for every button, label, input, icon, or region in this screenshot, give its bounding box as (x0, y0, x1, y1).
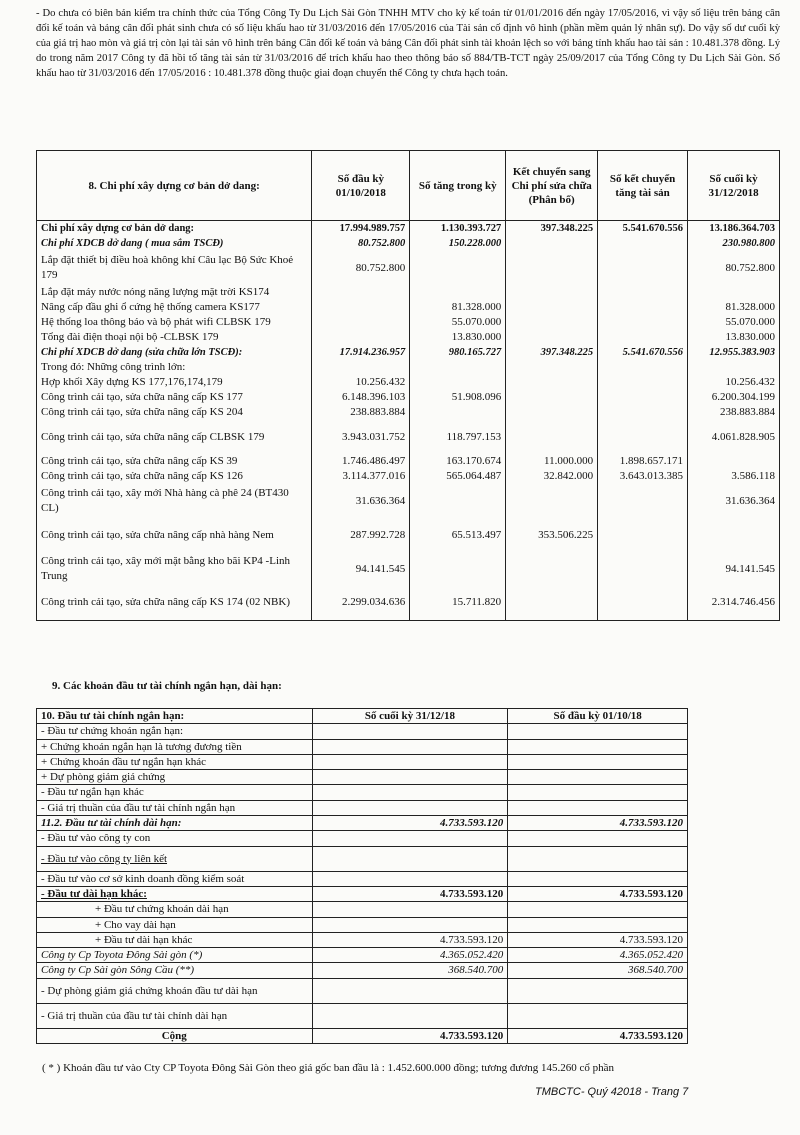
row-label: Công ty Cp Sài gòn Sông Cầu (**) (37, 963, 313, 978)
table-row (37, 375, 780, 390)
table-row (37, 846, 688, 871)
amount-cell: 81.328.000 (410, 300, 506, 315)
amount-cell (312, 978, 508, 1003)
row-label: Tổng đài điện thoại nội bộ -CLBSK 179 (37, 330, 312, 345)
amount-cell (598, 518, 688, 552)
amount-cell (598, 315, 688, 330)
table-row (37, 917, 688, 932)
table-row (37, 800, 688, 815)
table-row (37, 345, 780, 360)
amount-cell: 397.348.225 (506, 345, 598, 360)
amount-cell (312, 785, 508, 800)
amount-cell: 80.752.800 (312, 251, 410, 285)
table-row (37, 390, 780, 405)
amount-cell: 55.070.000 (410, 315, 506, 330)
amount-cell (688, 518, 780, 552)
amount-cell (598, 236, 688, 251)
row-label (37, 886, 313, 901)
row-label: - Đầu tư chứng khoán ngắn hạn: (37, 724, 313, 739)
row-label: Lắp đặt máy nước nóng năng lượng mặt trời KS174 (37, 285, 312, 300)
amount-cell (508, 846, 688, 871)
amount-cell: 565.064.487 (410, 469, 506, 484)
amount-cell (506, 375, 598, 390)
table-row (37, 236, 780, 251)
amount-cell: 80.752.800 (312, 236, 410, 251)
amount-cell: 1.898.657.171 (598, 454, 688, 469)
row-label: Công trình cải tạo, sửa chữa nâng cấp KS 174 (02 NBK) (37, 586, 312, 620)
row-label: Công trình cải tạo, sửa chữa nâng cấp KS 39 (37, 454, 312, 469)
row-label: - Dự phòng giảm giá chứng khoán đầu tư dài hạn (37, 978, 313, 1003)
row-label: Chi phí XDCB dở dang ( mua sắm TSCĐ) (37, 236, 312, 251)
amount-cell (312, 300, 410, 315)
amount-cell (688, 285, 780, 300)
amount-cell: 94.141.545 (312, 552, 410, 586)
amount-cell: 3.643.013.385 (598, 469, 688, 484)
row-label: Trong đó: Những công trình lớn: (37, 360, 312, 375)
amount-cell (508, 800, 688, 815)
table-row (37, 770, 688, 785)
amount-cell (312, 831, 508, 846)
t9-header: Số đầu kỳ 01/10/18 (508, 709, 688, 724)
amount-cell (508, 754, 688, 769)
row-label: 11.2. Đầu tư tài chính dài hạn: (37, 816, 313, 831)
amount-cell (598, 484, 688, 518)
amount-cell (312, 846, 508, 871)
row-label: Chi phí XDCB dở dang (sửa chữa lớn TSCĐ): (37, 345, 312, 360)
section9-title: 9. Các khoản đầu tư tài chính ngắn hạn, dài hạn: (52, 680, 282, 692)
row-label: Cộng (37, 1028, 313, 1043)
t8-header: Số kết chuyển tăng tài sản (598, 151, 688, 221)
amount-cell: 4.365.052.420 (508, 948, 688, 963)
amount-cell (410, 552, 506, 586)
amount-cell (598, 375, 688, 390)
amount-cell (506, 405, 598, 420)
amount-cell (688, 454, 780, 469)
table-row (37, 469, 780, 484)
row-label: + Chứng khoán ngắn hạn là tương đương tiền (37, 739, 313, 754)
table-row (37, 932, 688, 947)
amount-cell (312, 917, 508, 932)
row-label: Công trình cải tạo, xây mới mặt bằng kho bãi KP4 -Linh Trung (37, 552, 312, 586)
amount-cell: 17.994.989.757 (312, 221, 410, 237)
row-label: Lắp đặt thiết bị điều hoà không khí Câu lạc Bộ Sức Khoẻ 179 (37, 251, 312, 285)
table-row (37, 1028, 688, 1043)
amount-cell (312, 330, 410, 345)
amount-cell (508, 978, 688, 1003)
t9-header: 10. Đầu tư tài chính ngắn hạn: (37, 709, 313, 724)
amount-cell: 6.200.304.199 (688, 390, 780, 405)
table-row (37, 330, 780, 345)
amount-cell: 2.314.746.456 (688, 586, 780, 620)
amount-cell: 150.228.000 (410, 236, 506, 251)
table-row (37, 1003, 688, 1028)
amount-cell (312, 739, 508, 754)
table-row (37, 902, 688, 917)
amount-cell: 353.506.225 (506, 518, 598, 552)
row-label: Hệ thống loa thông báo và bộ phát wifi CLBSK 179 (37, 315, 312, 330)
table-row (37, 586, 780, 620)
amount-cell: 32.842.000 (506, 469, 598, 484)
amount-cell (506, 586, 598, 620)
amount-cell: 397.348.225 (506, 221, 598, 237)
table-row (37, 518, 780, 552)
amount-cell: 118.797.153 (410, 420, 506, 454)
amount-cell (410, 285, 506, 300)
amount-cell (312, 1003, 508, 1028)
row-label: Công ty Cp Toyota Đông Sài gòn (*) (37, 948, 313, 963)
amount-cell: 51.908.096 (410, 390, 506, 405)
amount-cell: 3.114.377.016 (312, 469, 410, 484)
intro-paragraph: - Do chưa có biên bản kiểm tra chính thức của Tổng Công Ty Du Lịch Sài Gòn TNHH MTV cho kỳ kế toán từ 01/01/2016 đến ngày 17/05/2016, vì vậy số liệu trên bảng cân đối kế toán và bảng cân đối phát sinh chưa có số liệu khấu hao từ 31/03/2016 đến 17/05/2016 của Tài sản cố định vô hình (phần mềm quản lý nhân sự). Do vậy số dư cuối kỳ của giá trị hao mòn và giá trị còn lại tài sản vô hình trên bảng Cân đối kế toán và bảng Cân đối phát sinh tài khoản lệch so với bảng tính khấu hao tài sản : 10.481.378 đồng. Lý do trong năm 2017 Công ty đã hồi tố tăng tài sản từ 31/03/2016 để trích khấu hao theo thông báo số 884/TB-TCT ngày 25/09/2017 của Tổng Công ty Du Lịch Sài Gòn. Số khấu hao từ 31/03/2016 đến 17/05/2016 : 10.481.378 đồng thuộc giai đoạn chuyển thể Công ty chưa hạch toán. (36, 8, 780, 79)
t8-header: Số tăng trong kỳ (410, 151, 506, 221)
amount-cell (410, 484, 506, 518)
amount-cell (508, 770, 688, 785)
amount-cell (598, 552, 688, 586)
amount-cell (598, 405, 688, 420)
table-row (37, 315, 780, 330)
amount-cell (508, 902, 688, 917)
row-label-text: - Đầu tư dài hạn khác: (41, 887, 147, 900)
amount-cell: 238.883.884 (312, 405, 410, 420)
table-row (37, 963, 688, 978)
amount-cell: 230.980.800 (688, 236, 780, 251)
row-label: + Đầu tư chứng khoán dài hạn (37, 902, 313, 917)
amount-cell (506, 330, 598, 345)
amount-cell (506, 484, 598, 518)
row-label: Công trình cải tạo, sửa chữa nâng cấp KS 126 (37, 469, 312, 484)
amount-cell: 10.256.432 (312, 375, 410, 390)
t9-header: Số cuối kỳ 31/12/18 (312, 709, 508, 724)
table-row (37, 831, 688, 846)
amount-cell (598, 300, 688, 315)
amount-cell (312, 770, 508, 785)
amount-cell: 31.636.364 (688, 484, 780, 518)
amount-cell (508, 724, 688, 739)
amount-cell: 81.328.000 (688, 300, 780, 315)
amount-cell: 980.165.727 (410, 345, 506, 360)
table-row (37, 978, 688, 1003)
amount-cell: 4.733.593.120 (508, 886, 688, 901)
amount-cell (312, 315, 410, 330)
amount-cell: 4.365.052.420 (312, 948, 508, 963)
amount-cell (598, 420, 688, 454)
amount-cell (312, 800, 508, 815)
amount-cell: 4.733.593.120 (508, 816, 688, 831)
amount-cell: 4.733.593.120 (312, 816, 508, 831)
row-label: Công trình cải tạo, sửa chữa nâng cấp KS 204 (37, 405, 312, 420)
amount-cell (312, 754, 508, 769)
row-label: Công trình cải tạo, xây mới Nhà hàng cà phê 24 (BT430 CL) (37, 484, 312, 518)
row-label: Công trình cải tạo, sửa chữa nâng cấp nhà hàng Nem (37, 518, 312, 552)
amount-cell: 13.830.000 (410, 330, 506, 345)
amount-cell (506, 390, 598, 405)
amount-cell: 2.299.034.636 (312, 586, 410, 620)
amount-cell (506, 315, 598, 330)
amount-cell (688, 360, 780, 375)
table-row (37, 552, 780, 586)
amount-cell (506, 420, 598, 454)
amount-cell: 5.541.670.556 (598, 345, 688, 360)
amount-cell (312, 871, 508, 886)
amount-cell: 3.586.118 (688, 469, 780, 484)
table-row (37, 871, 688, 886)
amount-cell (598, 330, 688, 345)
amount-cell (598, 586, 688, 620)
amount-cell: 15.711.820 (410, 586, 506, 620)
table-row (37, 285, 780, 300)
row-label: Hợp khối Xây dựng KS 177,176,174,179 (37, 375, 312, 390)
amount-cell (506, 251, 598, 285)
amount-cell: 4.733.593.120 (508, 1028, 688, 1043)
amount-cell: 1.130.393.727 (410, 221, 506, 237)
table-row (37, 816, 688, 831)
row-label: + Chứng khoán đầu tư ngắn hạn khác (37, 754, 313, 769)
amount-cell (506, 360, 598, 375)
row-label: - Đầu tư vào cơ sở kinh doanh đồng kiểm soát (37, 871, 313, 886)
amount-cell: 5.541.670.556 (598, 221, 688, 237)
amount-cell: 17.914.236.957 (312, 345, 410, 360)
amount-cell (508, 785, 688, 800)
t8-header: Số đầu kỳ 01/10/2018 (312, 151, 410, 221)
amount-cell (598, 285, 688, 300)
amount-cell: 31.636.364 (312, 484, 410, 518)
amount-cell: 4.733.593.120 (312, 932, 508, 947)
amount-cell: 11.000.000 (506, 454, 598, 469)
amount-cell: 80.752.800 (688, 251, 780, 285)
amount-cell (410, 251, 506, 285)
table-row (37, 360, 780, 375)
table-row (37, 886, 688, 901)
amount-cell (598, 360, 688, 375)
amount-cell (506, 552, 598, 586)
row-label (37, 846, 313, 871)
amount-cell: 238.883.884 (688, 405, 780, 420)
amount-cell: 368.540.700 (508, 963, 688, 978)
table-row (37, 251, 780, 285)
row-label: Công trình cải tạo, sửa chữa nâng cấp KS 177 (37, 390, 312, 405)
amount-cell (410, 405, 506, 420)
row-label: - Giá trị thuần của đầu tư tài chính ngắn hạn (37, 800, 313, 815)
row-label: + Dự phòng giảm giá chứng (37, 770, 313, 785)
amount-cell (410, 375, 506, 390)
amount-cell: 10.256.432 (688, 375, 780, 390)
row-label: Công trình cải tạo, sửa chữa nâng cấp CLBSK 179 (37, 420, 312, 454)
amount-cell (598, 390, 688, 405)
amount-cell (508, 1003, 688, 1028)
amount-cell (506, 285, 598, 300)
amount-cell (312, 360, 410, 375)
amount-cell: 13.186.364.703 (688, 221, 780, 237)
table-row (37, 405, 780, 420)
amount-cell: 287.992.728 (312, 518, 410, 552)
table-row (37, 739, 688, 754)
table-row (37, 754, 688, 769)
amount-cell: 6.148.396.103 (312, 390, 410, 405)
amount-cell (508, 739, 688, 754)
t8-header: 8. Chi phí xây dựng cơ bản dở dang: (37, 151, 312, 221)
amount-cell: 4.061.828.905 (688, 420, 780, 454)
amount-cell: 13.830.000 (688, 330, 780, 345)
amount-cell (410, 360, 506, 375)
amount-cell (508, 917, 688, 932)
table-row (37, 420, 780, 454)
t8-header: Số cuối kỳ 31/12/2018 (688, 151, 780, 221)
table-row (37, 785, 688, 800)
amount-cell: 94.141.545 (688, 552, 780, 586)
amount-cell (312, 724, 508, 739)
amount-cell: 12.955.383.903 (688, 345, 780, 360)
amount-cell: 65.513.497 (410, 518, 506, 552)
row-label: - Giá trị thuần của đầu tư tài chính dài hạn (37, 1003, 313, 1028)
amount-cell: 4.733.593.120 (312, 886, 508, 901)
amount-cell (508, 871, 688, 886)
row-label: + Cho vay dài hạn (37, 917, 313, 932)
amount-cell (312, 285, 410, 300)
financial-investment-table (36, 708, 688, 1044)
row-label: Chi phí xây dựng cơ bản dở dang: (37, 221, 312, 237)
amount-cell: 55.070.000 (688, 315, 780, 330)
amount-cell: 4.733.593.120 (312, 1028, 508, 1043)
table-row (37, 221, 780, 237)
amount-cell: 1.746.486.497 (312, 454, 410, 469)
table-row (37, 948, 688, 963)
footnote: ( * ) Khoản đầu tư vào Cty CP Toyota Đông Sài Gòn theo giá gốc ban đầu là : 1.452.600.000 đồng; tương đương 145.260 cổ phần (42, 1062, 614, 1074)
amount-cell (508, 831, 688, 846)
amount-cell: 4.733.593.120 (508, 932, 688, 947)
row-label: Nâng cấp đầu ghi ổ cứng hệ thống camera KS177 (37, 300, 312, 315)
table-row (37, 300, 780, 315)
construction-in-progress-table (36, 150, 780, 621)
amount-cell (598, 251, 688, 285)
table-row (37, 724, 688, 739)
table-row (37, 484, 780, 518)
row-label: + Đầu tư dài hạn khác (37, 932, 313, 947)
amount-cell (312, 902, 508, 917)
amount-cell: 368.540.700 (312, 963, 508, 978)
amount-cell (506, 236, 598, 251)
t8-header: Kết chuyển sang Chi phí sửa chữa (Phân bổ) (506, 151, 598, 221)
amount-cell (506, 300, 598, 315)
amount-cell: 163.170.674 (410, 454, 506, 469)
amount-cell: 3.943.031.752 (312, 420, 410, 454)
row-label: - Đầu tư ngắn hạn khác (37, 785, 313, 800)
table-row (37, 454, 780, 469)
row-label-text: - Đầu tư vào công ty liên kết (41, 852, 168, 865)
row-label: - Đầu tư vào công ty con (37, 831, 313, 846)
page-footer: TMBCTC- Quý 42018 - Trang 7 (535, 1086, 689, 1098)
